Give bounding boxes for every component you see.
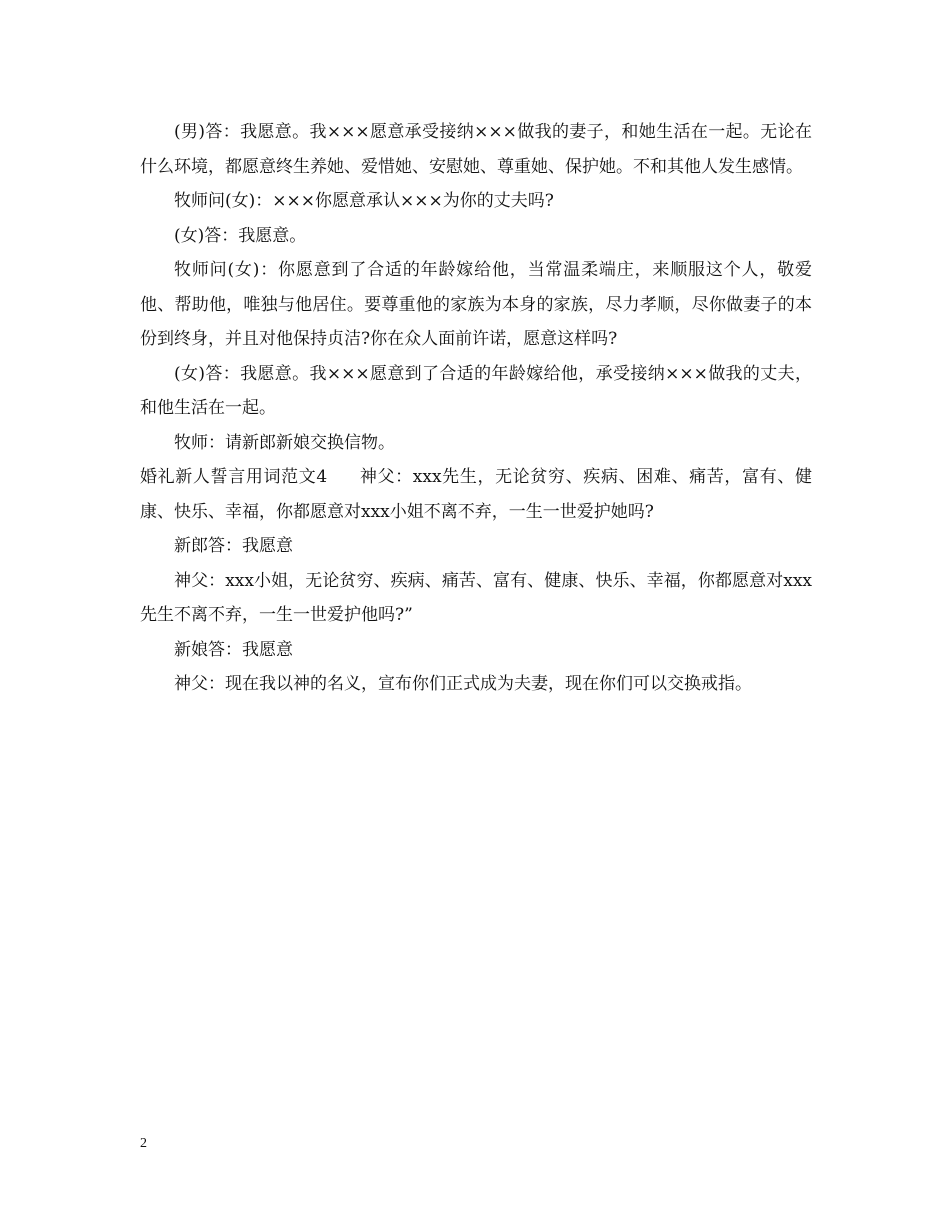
section-4-paragraph: [140, 460, 812, 529]
section-first-paragraph-text: 神父：xxx先生，无论贫穷、疾病、困难、痛苦，富有、健康、快乐、幸福，你都愿意对xxx小姐不离不弃，一生一世爱护她吗?: [140, 467, 812, 522]
paragraph-father-question-bride: 神父：xxx小姐，无论贫穷、疾病、痛苦、富有、健康、快乐、幸福，你都愿意对xxx先生不离不弃，一生一世爱护他吗?”: [140, 570, 812, 625]
paragraph-groom-reply: 新郎答：我愿意: [174, 536, 293, 556]
paragraph-bride-answer: (女)答：我愿意。: [174, 225, 307, 246]
paragraph-bride-reply: 新娘答：我愿意: [174, 639, 293, 660]
paragraph-bride-answer-long: (女)答：我愿意。我×××愿意到了合适的年龄嫁给他，承受接纳×××做我的丈夫，和他生活在一起。: [140, 363, 812, 418]
paragraph-exchange-tokens: 牧师：请新郎新娘交换信物。: [174, 432, 395, 453]
paragraph-groom-answer: (男)答：我愿意。我×××愿意承受接纳×××做我的妻子，和她生活在一起。无论在什么环境，都愿意终生养她、爱惜她、安慰她、尊重她、保护她。不和其他人发生感情。: [140, 122, 812, 177]
page-number: 2: [140, 1136, 147, 1151]
section-heading: 婚礼新人誓言用词范文4: [140, 467, 328, 487]
paragraph-priest-question-bride: 牧师问(女)：×××你愿意承认×××为你的丈夫吗?: [174, 191, 554, 211]
paragraph-father-declaration: 神父：现在我以神的名义，宣布你们正式成为夫妻，现在你们可以交换戒指。: [174, 674, 752, 694]
paragraph-priest-question-bride-long: 牧师问(女)：你愿意到了合适的年龄嫁给他，当常温柔端庄，来顺服这个人，敬爱他、帮助他，唯独与他居住。要尊重他的家族为本身的家族，尽力孝顺，尽你做妻子的本份到终身，并且对他保持贞洁?你在众人面前许诺，愿意这样吗?: [140, 260, 812, 349]
document-body: [140, 115, 812, 702]
